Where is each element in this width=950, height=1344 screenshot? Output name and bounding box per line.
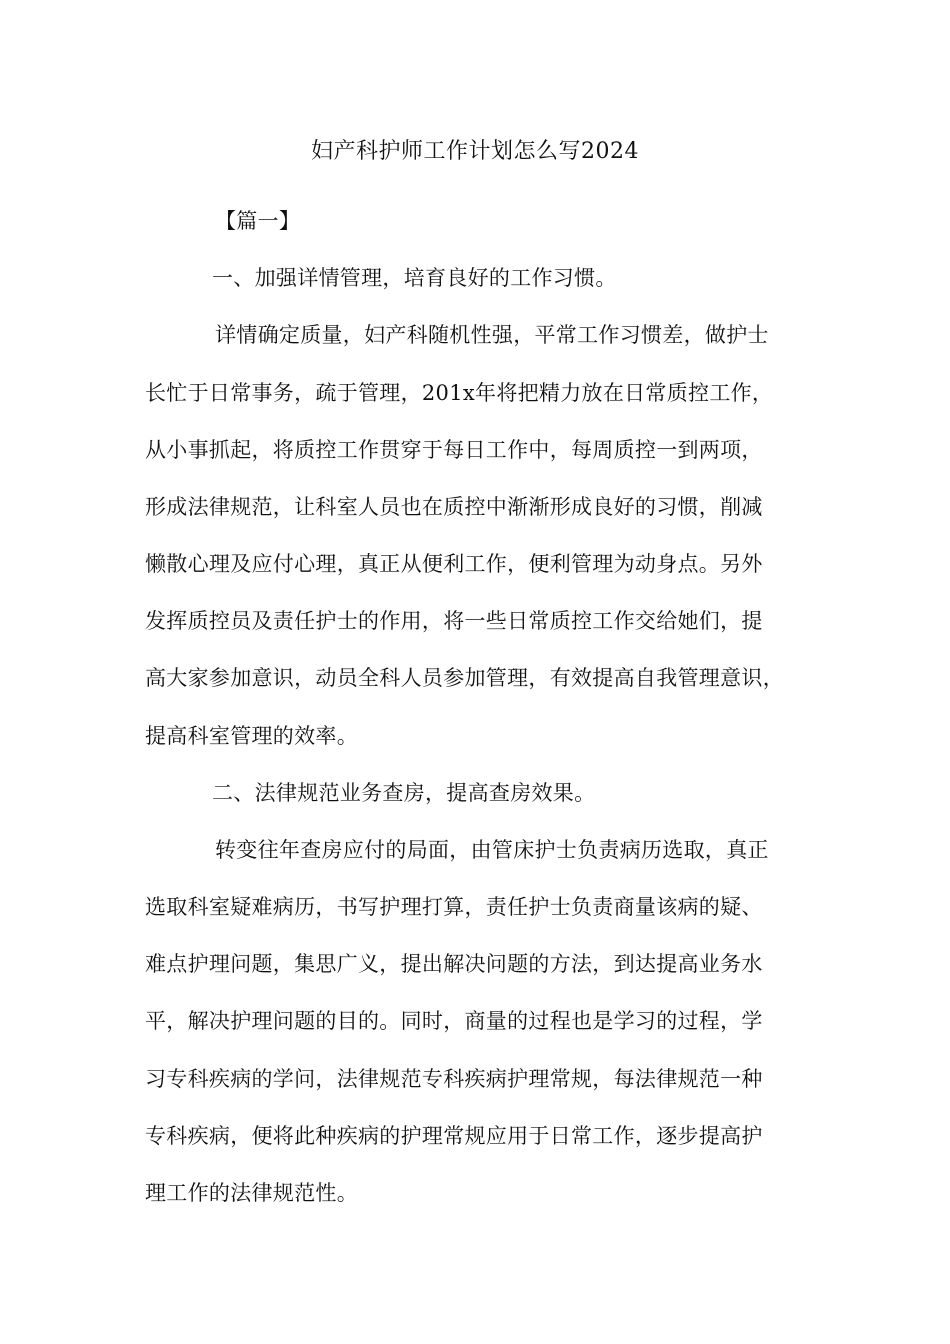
paragraph-1-line: 高大家参加意识，动员全科人员参加管理，有效提高自我管理意识，: [145, 666, 784, 690]
paragraph-1-line: 发挥质控员及责任护士的作用，将一些日常质控工作交给她们，提: [145, 609, 763, 633]
section-heading-1: 一、加强详情管理，培育良好的工作习惯。: [212, 266, 617, 290]
paragraph-1-line: 长忙于日常事务，疏于管理，201x年将把精力放在日常质控工作，: [145, 381, 774, 405]
paragraph-2-line: 转变往年查房应付的局面，由管床护士负责病历选取，真正: [215, 838, 769, 862]
paragraph-2-line: 选取科室疑难病历，书写护理打算，责任护士负责商量该病的疑、: [145, 895, 763, 919]
paragraph-2-line: 理工作的法律规范性。: [145, 1181, 358, 1205]
paragraph-2-line: 平，解决护理问题的目的。同时，商量的过程也是学习的过程，学: [145, 1009, 763, 1033]
paragraph-2-line: 难点护理问题，集思广义，提出解决问题的方法，到达提高业务水: [145, 952, 763, 976]
paragraph-1-line: 提高科室管理的效率。: [145, 724, 358, 748]
paragraph-2-line: 习专科疾病的学问，法律规范专科疾病护理常规，每法律规范一种: [145, 1067, 763, 1091]
paragraph-1-line: 从小事抓起，将质控工作贯穿于每日工作中，每周质控一到两项，: [145, 438, 763, 462]
paragraph-1-line: 形成法律规范，让科室人员也在质控中渐渐形成良好的习惯，削减: [145, 495, 763, 519]
section-heading-2: 二、法律规范业务查房，提高查房效果。: [212, 781, 596, 805]
document-title: 妇产科护师工作计划怎么写2024: [311, 139, 639, 164]
paragraph-1-line: 详情确定质量，妇产科随机性强，平常工作习惯差，做护士: [215, 323, 769, 347]
paragraph-1-line: 懒散心理及应付心理，真正从便利工作，便利管理为动身点。另外: [145, 552, 763, 576]
paragraph-2-line: 专科疾病，便将此种疾病的护理常规应用于日常工作，逐步提高护: [145, 1124, 763, 1148]
section-mark: 【篇一】: [215, 209, 301, 233]
